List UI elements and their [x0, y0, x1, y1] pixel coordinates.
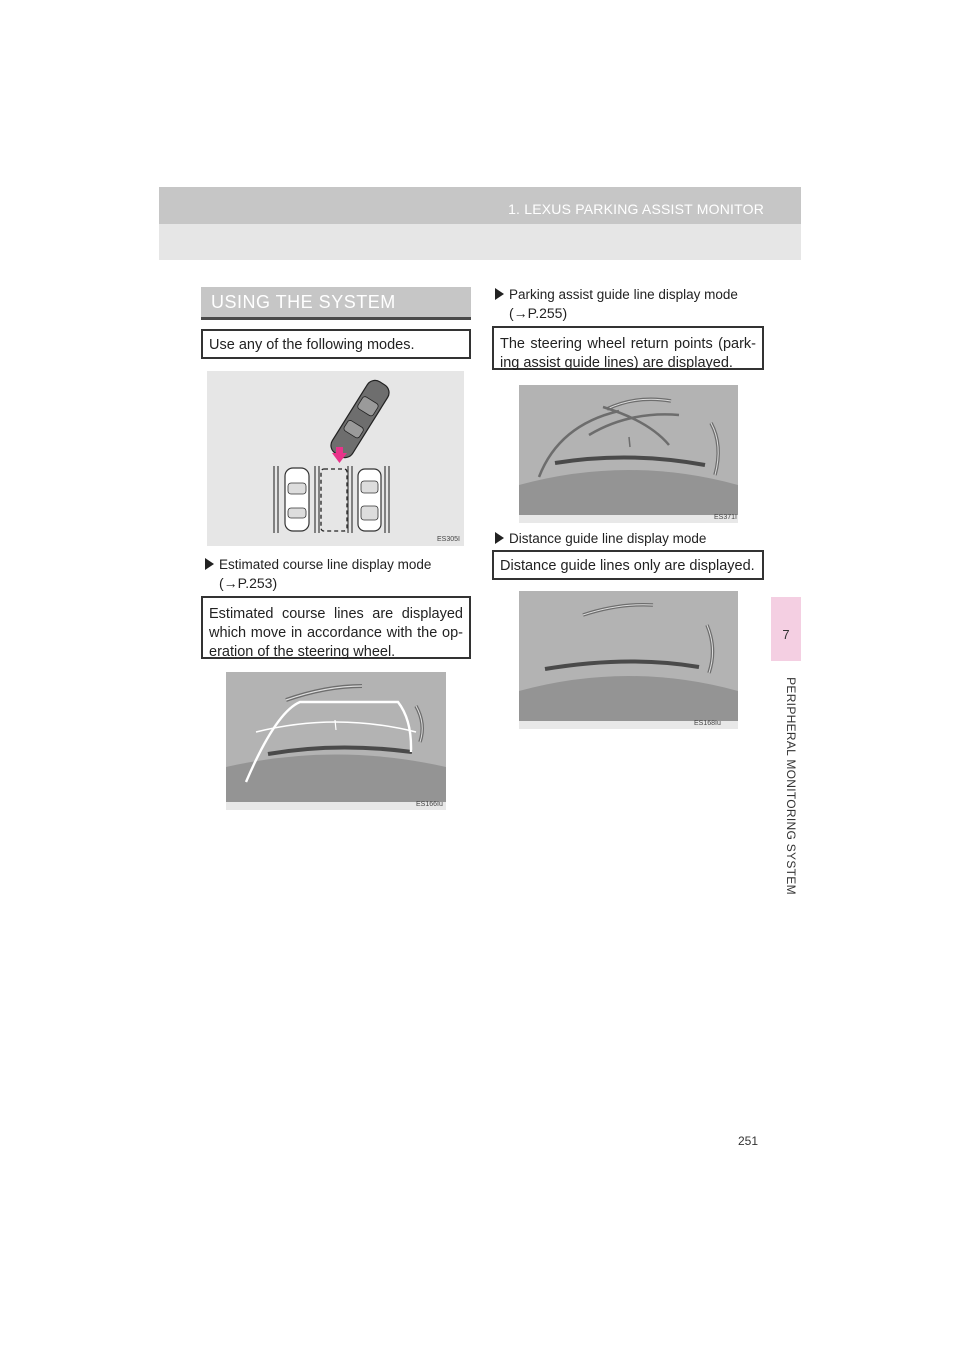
- page-reference: (→P.253): [219, 575, 278, 591]
- distance-guide-screen: [519, 591, 738, 729]
- section-heading-text: USING THE SYSTEM: [211, 292, 396, 312]
- page-reference: (→P.255): [509, 305, 568, 321]
- mode-desc-text: Distance guide lines only are displayed.: [500, 558, 755, 574]
- bullet-triangle-icon: [205, 558, 214, 570]
- mode-assist-desc-box: [492, 326, 764, 370]
- figure-code: ES166Iu: [416, 801, 443, 808]
- mode-distance-desc-box: [492, 550, 764, 580]
- mode-estimated-desc-box: [201, 596, 471, 659]
- parked-car-icon: [285, 468, 309, 531]
- parking-assist-screen: [519, 385, 738, 523]
- mode-desc-text: Estimated course lines are displayed which move in accordance with the op- eration of the steering wheel.: [209, 606, 463, 660]
- page-number: 251: [738, 1134, 759, 1148]
- mode-label-text: Parking assist guide line display mode: [509, 287, 738, 302]
- bullet-triangle-icon: [495, 288, 504, 300]
- header-subband: [159, 224, 801, 260]
- parked-suv-icon: [358, 469, 381, 531]
- figure-code: ES371I: [714, 514, 737, 521]
- figure-code: ES305I: [437, 536, 460, 543]
- mode-distance-label: [495, 529, 755, 548]
- chapter-number: 7: [782, 627, 790, 642]
- section-heading: [201, 287, 471, 320]
- mode-estimated-label: [205, 555, 465, 593]
- mode-desc-text: The steering wheel return points (park- ing assist guide lines) are displayed.: [500, 336, 756, 371]
- intro-box: [201, 329, 471, 359]
- mode-label-text: Distance guide line display mode: [509, 531, 707, 546]
- figure-code: ES168Iu: [694, 720, 721, 727]
- mode-label-text: Estimated course line display mode: [219, 557, 432, 572]
- estimated-course-screen: [226, 672, 446, 810]
- running-header-title: 1. LEXUS PARKING ASSIST MONITOR: [508, 201, 764, 217]
- parking-illustration: [207, 371, 464, 546]
- mode-assist-label: [495, 285, 755, 323]
- chapter-side-title: PERIPHERAL MONITORING SYSTEM: [784, 677, 798, 895]
- intro-text: Use any of the following modes.: [209, 337, 415, 353]
- running-header: [159, 187, 801, 224]
- bullet-triangle-icon: [495, 532, 504, 544]
- chapter-tab: [771, 597, 801, 661]
- chapter-side-title-wrap: [776, 661, 798, 911]
